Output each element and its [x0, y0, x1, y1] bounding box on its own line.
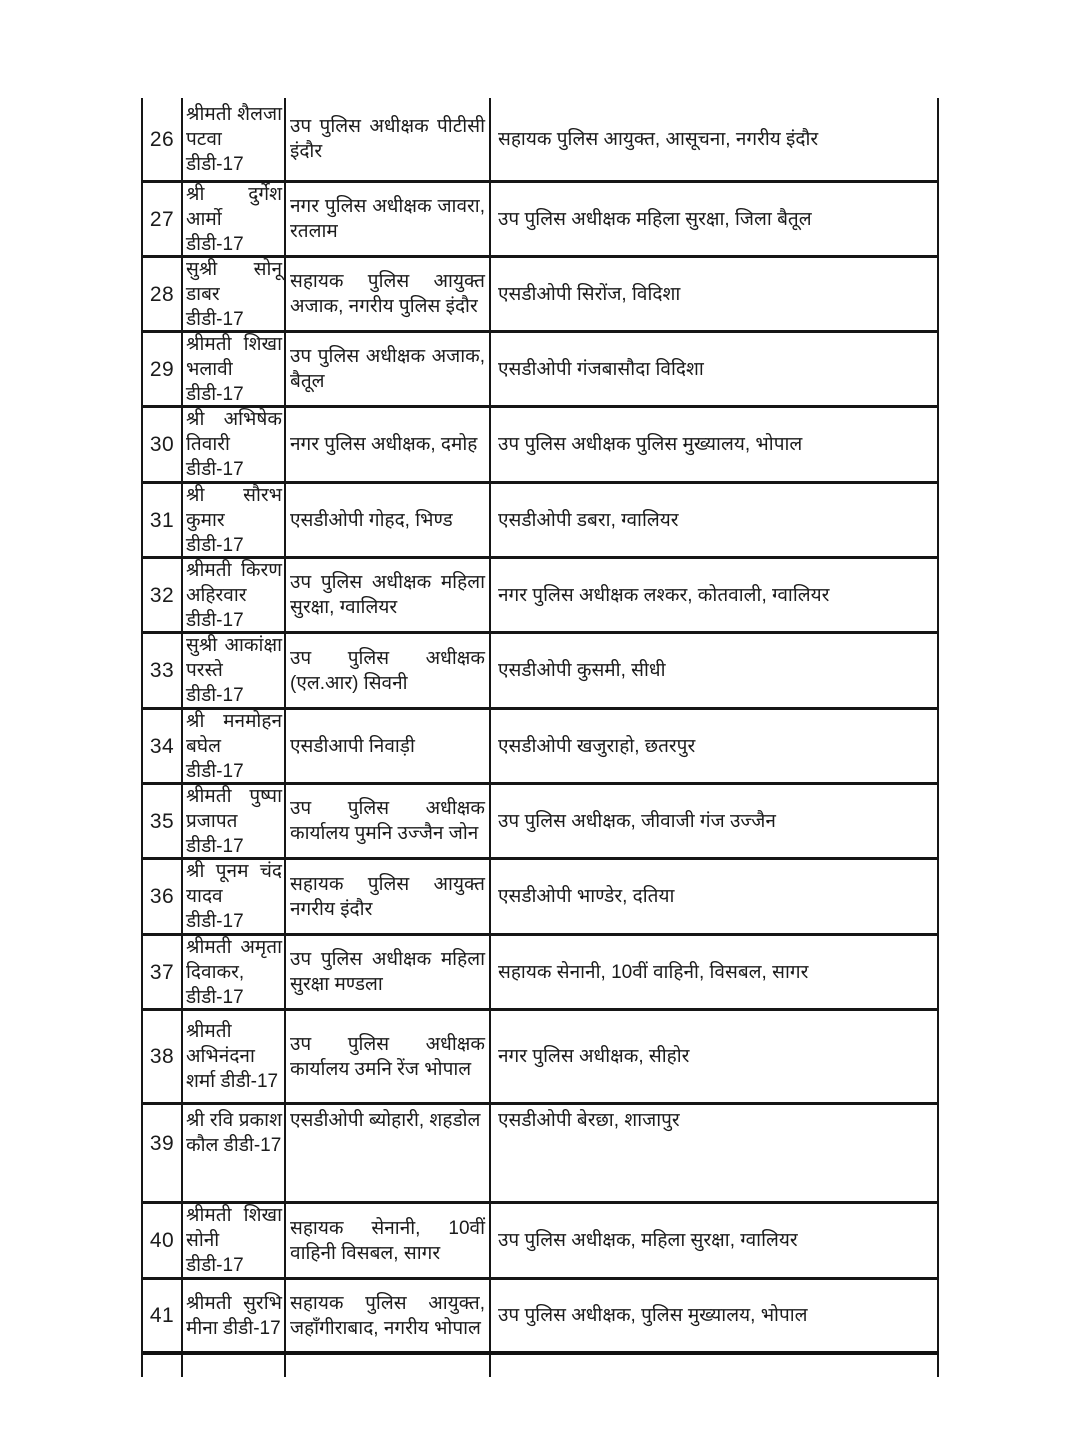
cell-current-posting [286, 634, 491, 707]
serial-number-text: 41 [149, 1304, 175, 1327]
officer-name-text: श्री अभिषेक तिवारी डीडी-17 [186, 409, 282, 480]
cell-new-posting [491, 1204, 939, 1277]
new-posting-text: उप पुलिस अधीक्षक महिला सुरक्षा, जिला बैतूल [498, 208, 812, 230]
current-posting-text: उप पुलिस अधीक्षक महिला सुरक्षा, ग्वालियर [290, 572, 485, 618]
table-row [143, 1105, 939, 1204]
serial-number-text: 27 [149, 207, 175, 231]
cell-officer-name [183, 634, 286, 707]
serial-number-text: 32 [149, 583, 175, 607]
cell-current-posting [286, 1011, 491, 1102]
new-posting-text: उप पुलिस अधीक्षक, जीवाजी गंज उज्जैन [498, 810, 776, 832]
new-posting-text: एसडीओपी बेरछा, शाजापुर [498, 1110, 680, 1131]
current-posting-text: उप पुलिस अधीक्षक कार्यालय पुमनि उज्जैन जोन [290, 798, 485, 844]
current-posting-text: उप पुलिस अधीक्षक कार्यालय उमनि रेंज भोपाल [290, 1033, 485, 1080]
new-posting-text: एसडीओपी खजुराहो, छतरपुर [498, 735, 696, 757]
serial-number-text: 35 [149, 809, 175, 833]
new-posting-text: नगर पुलिस अधीक्षक लश्कर, कोतवाली, ग्वालियर [498, 584, 830, 606]
cell-officer-name [183, 1105, 286, 1201]
officer-name-text: श्रीमती शैलजा पटवा डीडी-17 [186, 103, 282, 175]
cell-officer-name [183, 785, 286, 857]
cell-officer-name [183, 1204, 286, 1277]
cell-new-posting [491, 1355, 939, 1377]
table-row [143, 408, 939, 484]
new-posting-text: नगर पुलिस अधीक्षक, सीहोर [498, 1046, 690, 1067]
cell-current-posting [286, 408, 491, 481]
cell-officer-name [183, 484, 286, 556]
cell-new-posting [491, 1011, 939, 1102]
cell-serial-number [143, 936, 183, 1008]
current-posting-text: उप पुलिस अधीक्षक महिला सुरक्षा मण्डला [290, 949, 485, 995]
cell-officer-name [183, 559, 286, 631]
new-posting-text: उप पुलिस अधीक्षक पुलिस मुख्यालय, भोपाल [498, 434, 803, 455]
current-posting-text: नगर पुलिस अधीक्षक, दमोह [290, 434, 478, 455]
officer-name-text: श्रीमती शिखा भलावी डीडी-17 [186, 333, 282, 405]
new-posting-text: एसडीओपी सिरोंज, विदिशा [498, 283, 681, 305]
cell-serial-number [143, 1355, 183, 1377]
officer-name-text: श्री रवि प्रकाश कौल डीडी-17 [186, 1110, 282, 1156]
cell-officer-name [183, 1011, 286, 1102]
cell-officer-name [183, 1280, 286, 1351]
new-posting-text: उप पुलिस अधीक्षक, महिला सुरक्षा, ग्वालियर [498, 1230, 798, 1251]
current-posting-text: उप पुलिस अधीक्षक पीटीसी इंदौर [290, 116, 485, 162]
officer-name-text: श्रीमती सुरभि मीना डीडी-17 [186, 1292, 282, 1339]
cell-new-posting [491, 1105, 939, 1201]
cell-serial-number [143, 1280, 183, 1351]
current-posting-text: सहायक सेनानी, 10वीं वाहिनी विसबल, सागर [290, 1217, 485, 1264]
table-row [143, 1280, 939, 1355]
officer-name-text: श्रीमती पुष्पा प्रजापत डीडी-17 [186, 785, 282, 857]
current-posting-text: सहायक पुलिस आयुक्त अजाक, नगरीय पुलिस इंदौर [290, 271, 485, 317]
cell-serial-number [143, 484, 183, 556]
current-posting-text: नगर पुलिस अधीक्षक जावरा, रतलाम [290, 196, 485, 242]
cell-new-posting [491, 559, 939, 631]
cell-current-posting [286, 333, 491, 405]
table-row [143, 484, 939, 559]
table-row [143, 1011, 939, 1105]
table-row-cutoff [143, 1355, 939, 1377]
cell-current-posting [286, 785, 491, 857]
officer-name-text: श्री पूनम चंद यादव डीडी-17 [186, 861, 282, 932]
cell-officer-name [183, 710, 286, 782]
cell-serial-number [143, 183, 183, 255]
cell-officer-name [183, 98, 286, 180]
table-row [143, 1204, 939, 1280]
serial-number-text: 31 [149, 508, 175, 532]
cell-new-posting [491, 183, 939, 255]
cell-current-posting [286, 484, 491, 556]
cell-new-posting [491, 408, 939, 481]
table-row [143, 710, 939, 785]
cell-serial-number [143, 710, 183, 782]
serial-number-text: 40 [149, 1229, 175, 1252]
current-posting-text: सहायक पुलिस आयुक्त नगरीय इंदौर [290, 873, 485, 920]
current-posting-text: उप पुलिस अधीक्षक (एल.आर) सिवनी [290, 647, 485, 694]
current-posting-text: एसडीओपी ब्योहारी, शहडोल [290, 1110, 481, 1131]
new-posting-text: एसडीओपी गंजबासौदा विदिशा [498, 358, 704, 380]
table-row [143, 936, 939, 1011]
cell-current-posting [286, 710, 491, 782]
cell-officer-name [183, 1355, 286, 1377]
cell-new-posting [491, 936, 939, 1008]
officer-name-text: श्रीमती अभिनंदना शर्मा डीडी-17 [186, 1021, 279, 1092]
cell-serial-number [143, 333, 183, 405]
table-row [143, 258, 939, 333]
serial-number-text: 37 [149, 960, 175, 984]
cell-current-posting [286, 1280, 491, 1351]
cell-current-posting [286, 1105, 491, 1201]
table-row [143, 559, 939, 634]
current-posting-text: सहायक पुलिस आयुक्त, जहॉंगीराबाद, नगरीय भोपाल [290, 1292, 485, 1339]
serial-number-text: 29 [149, 357, 175, 381]
serial-number-text: 36 [149, 885, 175, 908]
new-posting-text: सहायक पुलिस आयुक्त, आसूचना, नगरीय इंदौर [498, 128, 819, 150]
cell-new-posting [491, 785, 939, 857]
table-row [143, 183, 939, 258]
cell-new-posting [491, 333, 939, 405]
cell-serial-number [143, 1105, 183, 1201]
cell-current-posting [286, 1355, 491, 1377]
cell-officer-name [183, 183, 286, 255]
current-posting-text: उप पुलिस अधीक्षक अजाक, बैतूल [290, 346, 485, 392]
cell-serial-number [143, 258, 183, 330]
cell-new-posting [491, 1280, 939, 1351]
cell-new-posting [491, 258, 939, 330]
serial-number-text: 39 [149, 1132, 175, 1155]
cell-new-posting [491, 484, 939, 556]
officer-name-text: श्री सौरभ कुमार डीडी-17 [186, 484, 282, 556]
cell-serial-number [143, 98, 183, 180]
cell-officer-name [183, 936, 286, 1008]
new-posting-text: एसडीओपी डबरा, ग्वालियर [498, 509, 679, 531]
cell-current-posting [286, 860, 491, 933]
cell-serial-number [143, 785, 183, 857]
cell-officer-name [183, 258, 286, 330]
table-row [143, 98, 939, 183]
officer-name-text: श्री मनमोहन बघेल डीडी-17 [186, 710, 282, 782]
officer-name-text: सुश्री सोनू डाबर डीडी-17 [186, 258, 282, 330]
serial-number-text: 26 [149, 127, 175, 151]
cell-current-posting [286, 98, 491, 180]
serial-number-text: 28 [149, 282, 175, 306]
table-row [143, 785, 939, 860]
current-posting-text: एसडीआपी निवाड़ी [290, 735, 415, 757]
cell-new-posting [491, 710, 939, 782]
cell-current-posting [286, 1204, 491, 1277]
officer-name-text: सुश्री आकांक्षा परस्ते डीडी-17 [186, 635, 282, 706]
cell-serial-number [143, 860, 183, 933]
cell-officer-name [183, 860, 286, 933]
serial-number-text: 30 [149, 433, 175, 456]
new-posting-text: उप पुलिस अधीक्षक, पुलिस मुख्यालय, भोपाल [498, 1305, 808, 1326]
table-row [143, 860, 939, 936]
new-posting-text: एसडीओपी भाण्डेर, दतिया [498, 886, 675, 907]
officer-name-text: श्री दुर्गेश आर्मो डीडी-17 [186, 183, 282, 255]
current-posting-text: एसडीओपी गोहद, भिण्ड [290, 509, 453, 531]
cell-current-posting [286, 183, 491, 255]
serial-number-text: 38 [149, 1045, 175, 1068]
cell-new-posting [491, 860, 939, 933]
table-row [143, 634, 939, 710]
serial-number-text: 34 [149, 734, 175, 758]
new-posting-text: एसडीओपी कुसमी, सीधी [498, 660, 666, 681]
cell-serial-number [143, 408, 183, 481]
cell-officer-name [183, 333, 286, 405]
officer-name-text: श्रीमती शिखा सोनी डीडी-17 [186, 1205, 282, 1276]
cell-serial-number [143, 559, 183, 631]
serial-number-text: 33 [149, 659, 175, 682]
cell-new-posting [491, 634, 939, 707]
cell-new-posting [491, 98, 939, 180]
cell-current-posting [286, 936, 491, 1008]
cell-serial-number [143, 1011, 183, 1102]
cell-serial-number [143, 1204, 183, 1277]
cell-serial-number [143, 634, 183, 707]
table-row [143, 333, 939, 408]
new-posting-text: सहायक सेनानी, 10वीं वाहिनी, विसबल, सागर [498, 961, 809, 983]
transfer-table [141, 98, 939, 1377]
officer-name-text: श्रीमती किरण अहिरवार डीडी-17 [186, 559, 282, 631]
officer-name-text: श्रीमती अमृता दिवाकर, डीडी-17 [186, 936, 282, 1008]
cell-current-posting [286, 258, 491, 330]
cell-officer-name [183, 408, 286, 481]
cell-current-posting [286, 559, 491, 631]
